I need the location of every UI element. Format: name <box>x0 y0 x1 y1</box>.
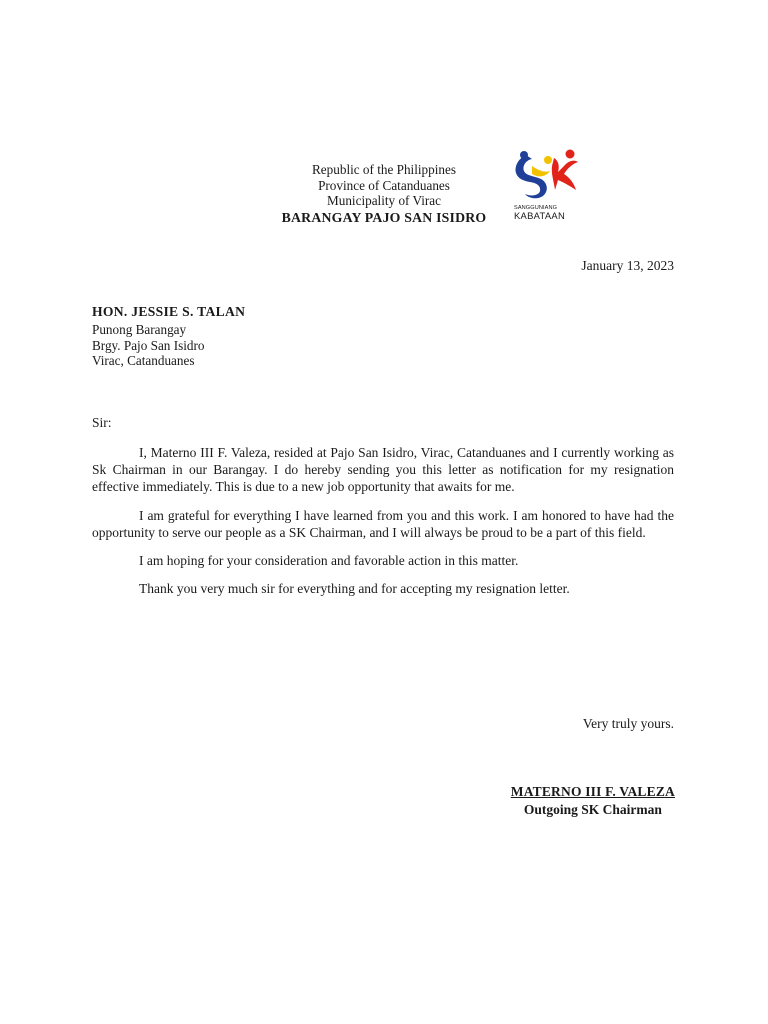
letterhead-barangay: BARANGAY PAJO SAN ISIDRO <box>281 209 487 225</box>
body-paragraph: I, Materno III F. Valeza, resided at Pajo San Isidro, Virac, Catanduanes and I currently working as Sk Chairman in our Barangay. I do hereby sending you this letter as notification for my resignation effective immediately. This is due to a new job opportunity that awaits for me. <box>92 445 674 495</box>
signer-position: Outgoing SK Chairman <box>523 801 662 817</box>
logo-blue-head <box>520 151 528 159</box>
addressee-block <box>92 304 245 369</box>
letterhead-municipality: Municipality of Virac <box>327 193 441 208</box>
body-paragraph: Thank you very much sir for everything and for accepting my resignation letter. <box>139 581 570 597</box>
logo-blue-figure <box>516 155 547 198</box>
letterhead-text <box>270 162 498 225</box>
logo-red-head <box>566 150 575 159</box>
addressee-name: HON. JESSIE S. TALAN <box>92 304 246 319</box>
letter-date: January 13, 2023 <box>581 258 674 273</box>
body-paragraph: I am grateful for everything I have learned from you and this work. I am honored to have had the opportunity to serve our people as a SK Chairman, and I will always be proud to be a part of this field. <box>92 507 674 540</box>
logo-caption-big: KABATAAN <box>514 210 566 221</box>
signature-block <box>511 783 675 818</box>
addressee-address-line-1: Brgy. Pajo San Isidro <box>92 337 205 353</box>
logo-yellow-figure <box>532 166 550 176</box>
addressee-title: Punong Barangay <box>92 321 187 337</box>
logo-caption-small: SANGGUNIANG <box>514 205 558 211</box>
logo-red-figure <box>552 158 578 190</box>
logo-caption <box>514 204 582 220</box>
addressee-address-line-2: Virac, Catanduanes <box>92 353 195 369</box>
body-paragraph: I am hoping for your consideration and favorable action in this matter. <box>139 553 519 569</box>
signer-name: MATERNO III F. VALEZA <box>510 784 675 799</box>
complimentary-close: Very truly yours. <box>582 716 674 731</box>
salutation: Sir: <box>92 415 112 430</box>
letter-body <box>92 444 674 608</box>
letterhead-province: Province of Catanduanes <box>318 177 450 193</box>
logo-yellow-head <box>544 156 552 164</box>
letterhead-country: Republic of the Philippines <box>312 162 456 177</box>
